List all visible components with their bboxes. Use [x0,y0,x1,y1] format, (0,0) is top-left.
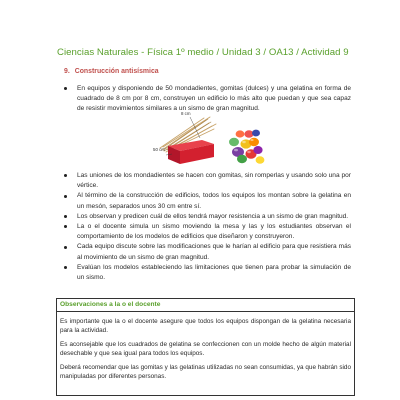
intro-list [63,84,351,115]
section-number: 9. [64,68,70,75]
list-item: Evalúan los modelos estableciendo las limitaciones que tienen para probar la simulación de un sismo. [63,263,351,283]
bullet-icon [64,174,67,177]
teacher-note-paragraph: Es aconsejable que los cuadrados de gelatina se confeccionen con un molde hecho de algún material desechable y que sea igual para todos los equipos. [60,341,351,357]
bullet-icon [64,87,67,90]
bullet-icon [64,246,67,249]
list-item: En equipos y disponiendo de 50 mondadientes, gomitas (dulces) y una gelatina en forma de cuadrado de 8 cm por 8 cm, construyen un edificio lo más alto que puedan y que sea capaz de resistir movimientos similares a un sismo de gran magnitud. [63,84,351,115]
list-item: La o el docente simula un sismo moviendo la mesa y las y los estudiantes observan el comportamiento de los modelos de edificios que diseñaron y construyeron. [63,222,351,242]
section-title: Construcción antisísmica [74,68,159,75]
list-item: Los observan y predicen cuál de ellos tendrá mayor resistencia a un sismo de gran magnitud. [63,212,351,222]
bullet-icon [64,225,67,228]
gelatin-size-label: 8 cm [181,111,191,116]
instructions-list [63,171,351,283]
list-item: Al término de la construcción de edificios, todos los equipos los montan sobre la gelatina en un mesón, separados unos 30 cm entre sí. [63,191,351,211]
teacher-notes-box [56,298,355,396]
bullet-icon [64,195,67,198]
teacher-notes-title: Observaciones a la o el docente [57,299,354,312]
list-item: Cada equipo discute sobre las modificaciones que le harían al edificio para que resistiera más al movimiento de un sismo de gran magnitud. [63,242,351,262]
gelatin-toothpicks-image [154,114,266,166]
teacher-note-paragraph: Es importante que la o el docente asegure que todos los equipos dispongan de la gelatina necesaria para la actividad. [60,318,351,334]
teacher-note-paragraph: Deberá recomendar que las gomitas y las gelatinas utilizadas no sean consumidas, ya que habrán sido manipuladas por diferentes personas. [60,364,351,380]
list-item: Las uniones de los mondadientes se hacen con gomitas, sin romperlas y usando solo una por vértice. [63,171,351,191]
gelatin-illustration [153,111,266,166]
section-heading [64,68,159,75]
bullet-icon [64,266,67,269]
breadcrumb: Ciencias Naturales - Física 1º medio / Unidad 3 / OA13 / Actividad 9 [57,47,349,58]
distance-label: 50 cm [153,147,165,152]
bullet-icon [64,215,67,218]
